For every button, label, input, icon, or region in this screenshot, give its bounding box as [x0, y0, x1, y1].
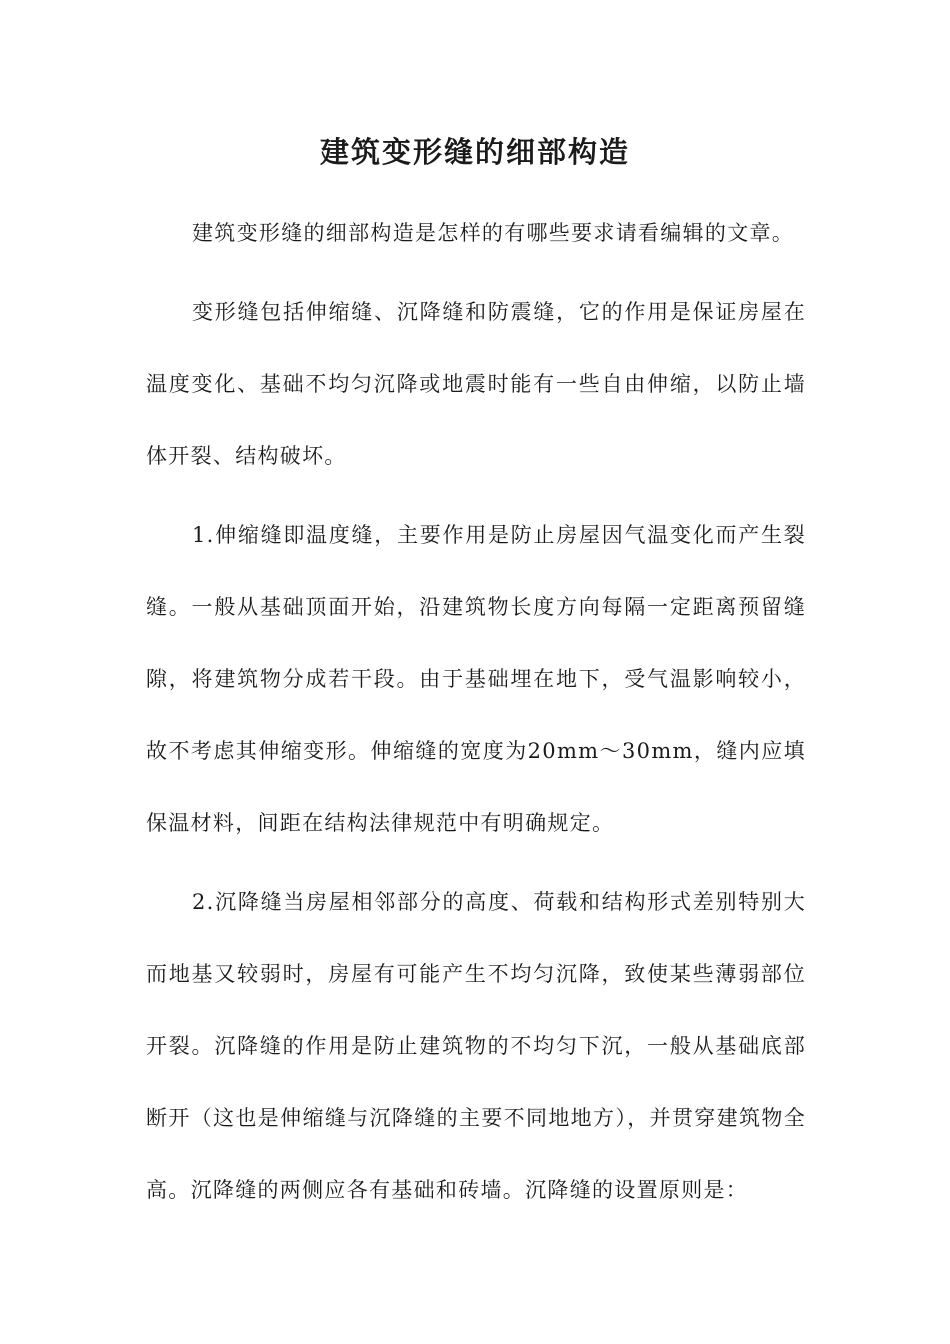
document-title: 建筑变形缝的细部构造: [319, 135, 630, 169]
paragraph-overview: 变形缝包括伸缩缝、沉降缝和防震缝，它的作用是保证房屋在温度变化、基础不均匀沉降或地震时能有一些自由伸缩，以防止墙体开裂、结构破坏。: [146, 300, 806, 468]
paragraph-expansion-joint: 1.伸缩缝即温度缝，主要作用是防止房屋因气温变化而产生裂缝。一般从基础顶面开始，沿建筑物长度方向每隔一定距离预留缝隙，将建筑物分成若干段。由于基础埋在地下，受气温影响较小，故不考虑其伸缩变形。伸缩缝的宽度为20mm～30mm，缝内应填保温材料，间距在结构法律规范中有明确规定。: [146, 523, 806, 835]
document-body: [146, 197, 806, 1233]
paragraph-settlement-joint: 2.沉降缝当房屋相邻部分的高度、荷载和结构形式差别特别大而地基又较弱时，房屋有可能产生不均匀沉降，致使某些薄弱部位开裂。沉降缝的作用是防止建筑物的不均匀下沉，一般从基础底部断开（这也是伸缩缝与沉降缝的主要不同地地方），并贯穿建筑物全高。沉降缝的两侧应各有基础和砖墙。沉降缝的设置原则是：: [146, 890, 806, 1202]
paragraph-intro: 建筑变形缝的细部构造是怎样的有哪些要求请看编辑的文章。: [192, 221, 795, 245]
